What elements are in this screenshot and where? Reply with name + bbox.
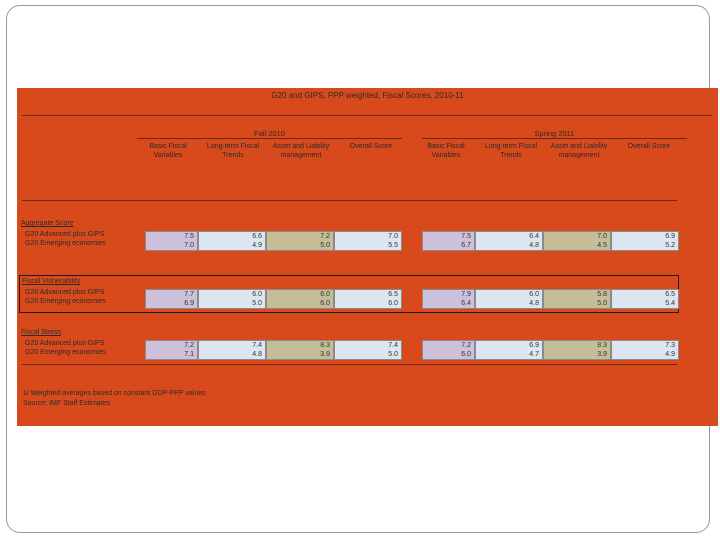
row-label: G20 Emerging economies [25,349,106,356]
fiscal-scores-table [17,88,718,426]
table-cell: 6.4 4.8 [475,231,543,251]
table-cell: 6.0 6.0 [266,289,334,309]
table-cell: 7.9 6.4 [422,289,475,309]
table-cell: 7.7 6.9 [145,289,198,309]
group-header-spring: Spring 2011 [534,129,575,138]
col-header-overall-fall: Overall Score [349,143,393,150]
group-rule-fall [137,138,402,139]
col-header-basic-fiscal-fall: Basic Fiscal Variables [149,143,187,159]
row-label: G20 Advanced plus GIPS [25,340,105,347]
table-cell: 7.2 6.0 [422,340,475,360]
table-cell: 6.9 5.2 [611,231,679,251]
row-label: G20 Emerging economies [25,298,106,305]
col-header-long-term-fall: Long-term Fiscal Trends [206,143,260,159]
table-cell: 6.6 4.9 [198,231,266,251]
table-cell: 6.0 4.8 [475,289,543,309]
footnote-weighting: 1/ Weighted averages based on constant GDP-PPP values [23,390,206,397]
header-rule [22,200,677,201]
table-cell: 7.0 5.5 [334,231,402,251]
table-title: G20 and GIPS, PPP weighted, Fiscal Scores, 2010-11 [271,91,464,100]
table-cell: 8.3 3.9 [543,340,611,360]
group-rule-spring [422,138,687,139]
section-label-stress: Fiscal Stress [21,329,62,336]
title-rule [22,115,712,116]
table-cell: 7.4 5.0 [334,340,402,360]
col-header-overall-spring: Overall Score [627,143,671,150]
table-cell: 8.3 3.9 [266,340,334,360]
table-cell: 7.5 7.0 [145,231,198,251]
group-header-fall: Fall 2010 [254,129,285,138]
row-label: G20 Advanced plus GIPS [25,231,105,238]
table-cell: 7.2 7.1 [145,340,198,360]
section-label-vulnerability: Fiscal Vulnerability [22,278,81,285]
footer-rule [22,364,677,365]
table-cell: 6.0 5.0 [198,289,266,309]
table-cell: 5.8 5.0 [543,289,611,309]
row-label: G20 Advanced plus GIPS [25,289,105,296]
table-cell: 7.4 4.8 [198,340,266,360]
table-cell: 7.2 5.0 [266,231,334,251]
footnote-source: Source: IMF Staff Estimates [23,400,111,407]
row-label: G20 Emerging economies [25,240,106,247]
col-header-long-term-spring: Long-term Fiscal Trends [484,143,538,159]
section-label-aggregate: Aggregate Score [21,220,74,227]
table-cell: 6.9 4.7 [475,340,543,360]
table-cell: 6.5 5.4 [611,289,679,309]
table-cell: 6.5 6.0 [334,289,402,309]
col-header-basic-fiscal-spring: Basic Fiscal Variables [427,143,465,159]
col-header-asset-liability-fall: Asset and Liability management [272,143,330,159]
table-cell: 7.0 4.5 [543,231,611,251]
table-cell: 7.3 4.9 [611,340,679,360]
col-header-asset-liability-spring: Asset and Liability management [550,143,608,159]
table-cell: 7.5 6.7 [422,231,475,251]
